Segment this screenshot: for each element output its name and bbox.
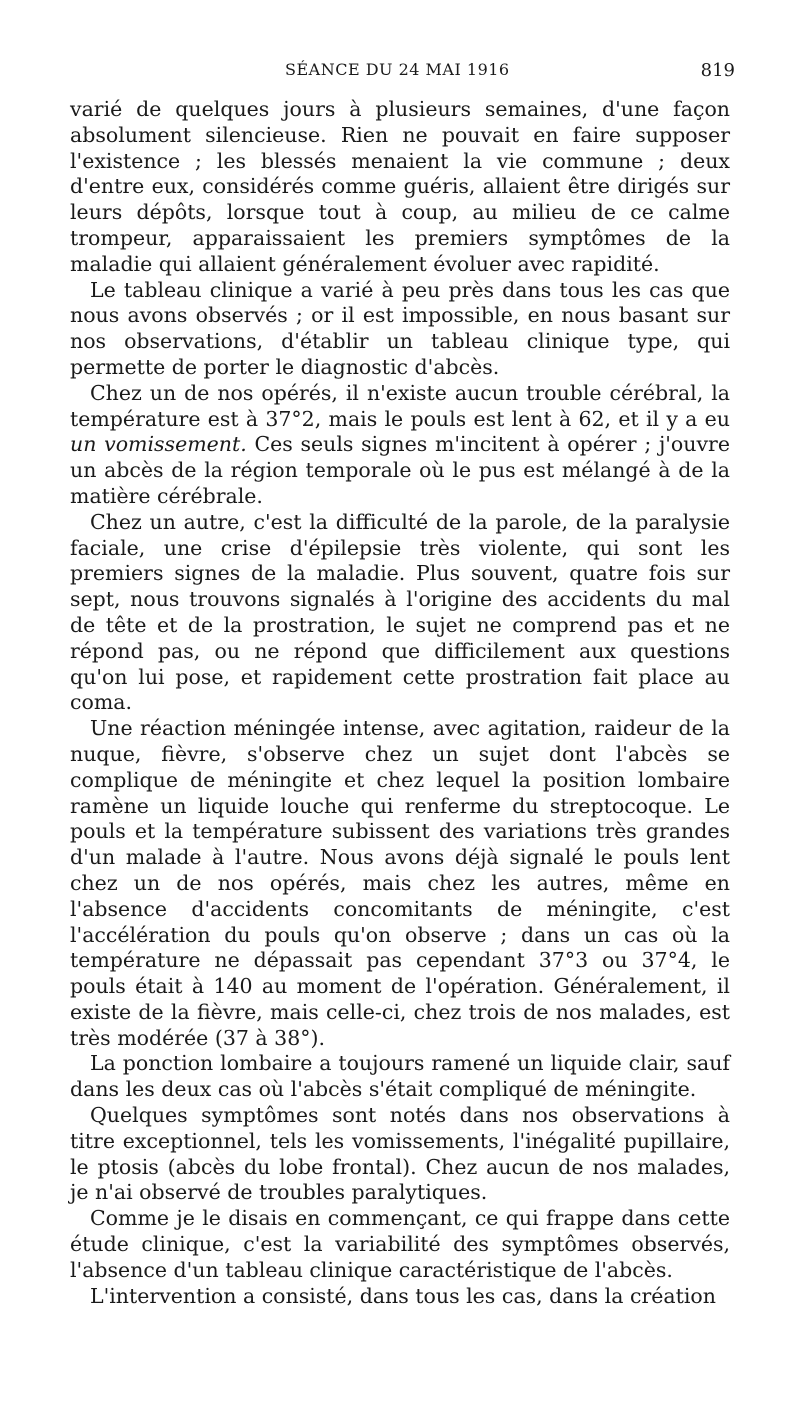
paragraph-first-case-end: Ces seuls signes m'incitent à opérer ; j'ouvre un abcès de la région temporale où le pus est mélangé à de la matière cérébrale. [70,432,730,508]
page-header [0,60,800,86]
paragraph-variability: Comme je le disais en commençant, ce qui frappe dans cette étude clinique, c'est la variabilité des symptômes observés, l'absence d'un tableau clinique caractéristique de l'abcès. [70,1206,730,1282]
paragraph-meningeal-reaction: Une réaction méningée intense, avec agitation, raideur de la nuque, fièvre, s'observe chez un sujet dont l'abcès se complique de méningite et chez lequel la position lombaire ramène un liquide louche qui renferme du streptocoque. Le pouls et la température subissent des variations très grandes d'un malade à l'autre. Nous avons déjà signalé le pouls lent chez un de nos opérés, mais chez les autres, même en l'absence d'accidents concomitants de méningite, c'est l'accélération du pouls qu'on observe ; dans un cas où la température ne dépassait pas cependant 37°3 ou 37°4, le pouls était à 140 au moment de l'opération. Généralement, il existe de la fièvre, mais celle-ci, chez trois de nos malades, est très modérée (37 à 38°). [70,716,730,1050]
paragraph-lumbar-puncture: La ponction lombaire a toujours ramené un liquide clair, sauf dans les deux cas où l'abcès s'était compliqué de méningite. [70,1051,730,1102]
paragraph-second-case: Chez un autre, c'est la difficulté de la parole, de la paralysie faciale, une crise d'épilepsie très violente, qui sont les premiers signes de la maladie. Plus souvent, quatre fois sur sept, nous trouvons signalés à l'origine des accidents du mal de tête et de la prostration, le sujet ne comprend pas et ne répond pas, ou ne répond que difficilement aux questions qu'on lui pose, et rapidement cette prostration fait place au coma. [70,509,730,715]
page-number: 819 [700,60,735,81]
paragraph-first-case-start: Chez un de nos opérés, il n'existe aucun trouble cérébral, la température est à 37°2, mais le pouls est lent à 62, et il y a eu [70,380,730,431]
paragraph-first-case-emphasis: un vomissement. [70,432,247,457]
running-head: SÉANCE DU 24 MAI 1916 [285,60,510,79]
article-body [70,97,730,1309]
paragraph-intervention: L'intervention a consisté, dans tous les cas, dans la création [90,1283,716,1308]
paragraph-first-case [70,381,730,510]
paragraph-exceptional-symptoms: Quelques symptômes sont notés dans nos observations à titre exceptionnel, tels les vomissements, l'inégalité pupillaire, le ptosis (abcès du lobe frontal). Chez aucun de nos malades, je n'ai observé de troubles paralytiques. [70,1103,730,1205]
paragraph-clinical-picture: Le tableau clinique a varié à peu près dans tous les cas que nous avons observés ; or il est impossible, en nous basant sur nos observations, d'établir un tableau clinique type, qui permette de porter le diagnostic d'abcès. [70,277,730,379]
paragraph-continued: varié de quelques jours à plusieurs semaines, d'une façon absolument silencieuse. Rien ne pouvait en faire supposer l'existence ; les blessés menaient la vie commune ; deux d'entre eux, considérés comme guéris, allaient être dirigés sur leurs dépôts, lorsque tout à coup, au milieu de ce calme trompeur, apparaissaient les premiers symptômes de la maladie qui allaient généralement évoluer avec rapidité. [70,97,730,276]
